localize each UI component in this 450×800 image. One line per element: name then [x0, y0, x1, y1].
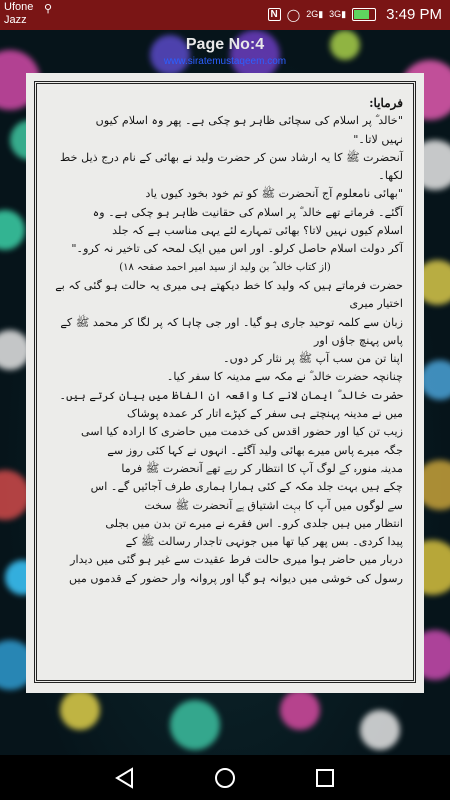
text-line: نہیں لاتا۔": [353, 132, 403, 146]
usb-icon: ⚲: [44, 3, 53, 15]
back-triangle-icon[interactable]: [112, 765, 138, 791]
signal-3g-icon: 3G▮: [329, 9, 347, 19]
carrier-label: [4, 1, 33, 27]
text-line: آنحضرت ﷺ کا یہ ارشاد سن کر حضرت ولید نے بھائی کے نام درج ذیل خط لکھا۔: [60, 150, 403, 183]
carrier-line-1: Ufone: [4, 1, 34, 13]
bokeh-light: [280, 690, 320, 730]
text-line: آکر دولت اسلام حاصل کرلو۔ اور اس میں ایک لمحہ کی تاخیر نہ کرو۔": [71, 242, 403, 256]
page-number-label: Page No:4: [185, 36, 265, 53]
vibrate-icon: ◯: [286, 7, 301, 22]
bokeh-light: [360, 710, 400, 750]
nfc-icon: N: [268, 8, 281, 21]
clock: 3:49 PM: [386, 6, 442, 23]
navigation-bar: [0, 755, 450, 800]
recents-square-icon[interactable]: [312, 765, 338, 791]
battery-fill: [354, 10, 369, 19]
status-icons: [268, 6, 442, 23]
text-line: اسلام کیوں نہیں لاتا؟ بھائی تمہارے لئے یہی مناسب ہے کہ جلد: [112, 224, 403, 238]
text-line: رسول کی خوشی میں دیوانہ ہو گیا اور پروانہ وار حضور کے قدموں میں: [68, 571, 403, 585]
website-link[interactable]: www.siratemustaqeem.com: [163, 56, 287, 67]
text-line: چنانچہ حضرت خالد ؓ نے مکہ سے مدینہ کا سفر کیا۔: [166, 370, 403, 384]
network-label-2g: 2G: [306, 9, 319, 19]
signal-2g-icon: 2G▮: [306, 9, 324, 19]
home-circle-icon[interactable]: [212, 765, 238, 791]
bokeh-light: [170, 700, 220, 750]
page-text: [47, 94, 403, 588]
text-line: اپنا تن من سب آپ ﷺ پر نثار کر دوں۔: [223, 352, 403, 366]
network-label-3g: 3G: [329, 9, 342, 19]
text-line: دربار میں حاضر ہوا میری حالت فرط عقیدت سے غیر ہو گئی میں دیدار: [70, 553, 403, 567]
text-line: پیدا کردی۔ بس پھر کیا تھا میں جونہی تاجدار رسالت ﷺ کے: [125, 535, 403, 549]
text-line: زبان سے کلمہ توحید جاری ہو گیا۔ اور جی چاہا کہ پر لگا کر محمد ﷺ کے پاس پہنچ جاؤں اور: [60, 315, 403, 347]
text-line: انتظار میں ہیں جلدی کرو۔ اس فقرے نے میرے تن بدن میں بجلی: [105, 516, 403, 530]
text-line: چکے ہیں بہت جلد مکہ کے کئی ہمارا ہماری طرف آجائیں گے۔ اس: [90, 480, 403, 494]
bokeh-light: [0, 210, 25, 250]
text-line: (از کتاب خالد ؓ بن ولید از سید امیر احمد صفحہ ۱۸): [119, 261, 331, 273]
book-page[interactable]: [26, 73, 424, 693]
text-line: جگہ میرے پاس میرے بھائی ولید آگئے۔ انہوں نے کہا کئی روز سے: [107, 443, 403, 457]
bokeh-light: [60, 690, 100, 730]
text-line: مدینہ منورہ کے لوگ آپ کا انتظار کر رہے تھے آنحضرت ﷺ فرما: [121, 461, 403, 475]
battery-icon: [352, 8, 376, 21]
text-line: زیب تن کیا اور حضور اقدس کی خدمت میں حاضری کا ارادہ کیا اسی: [80, 425, 403, 439]
text-line: "خالد ؓ پر اسلام کی سچائی ظاہر ہو چکی ہے۔ پھر وہ اسلام کیوں: [95, 114, 403, 128]
bokeh-light: [420, 360, 450, 400]
text-line: میں نے مدینہ پہنچتے ہی سفر کے کپڑے اتار کر عمدہ پوشاک: [127, 407, 403, 421]
text-line: آگئے۔ فرماتے تھے خالد ؓ پر اسلام کی حقانیت ظاہر ہو چکی ہے۔ وہ: [92, 205, 403, 219]
text-line: حضرت خالد ؓ ایمان لانے کا واقعہ ان الفاظ میں بیان کرتے ہیں۔: [59, 388, 403, 402]
carrier-line-2: Jazz: [4, 14, 27, 26]
text-line: حضرت فرماتے ہیں کہ ولید کا خط دیکھتے ہی میری یہ حالت ہو گئی کہ بے اختیار میری: [55, 278, 403, 311]
text-line: "بھائی نامعلوم آج آنحضرت ﷺ کو تم خود بخود کیوں یاد: [145, 187, 403, 201]
text-line: سے لوگوں میں آپ کا بہت اشتیاق ہے آنحضرت ﷺ سخت: [144, 498, 403, 512]
status-bar: [0, 0, 450, 30]
page-border: [34, 81, 416, 683]
page-heading: فرمایا:: [369, 96, 403, 110]
